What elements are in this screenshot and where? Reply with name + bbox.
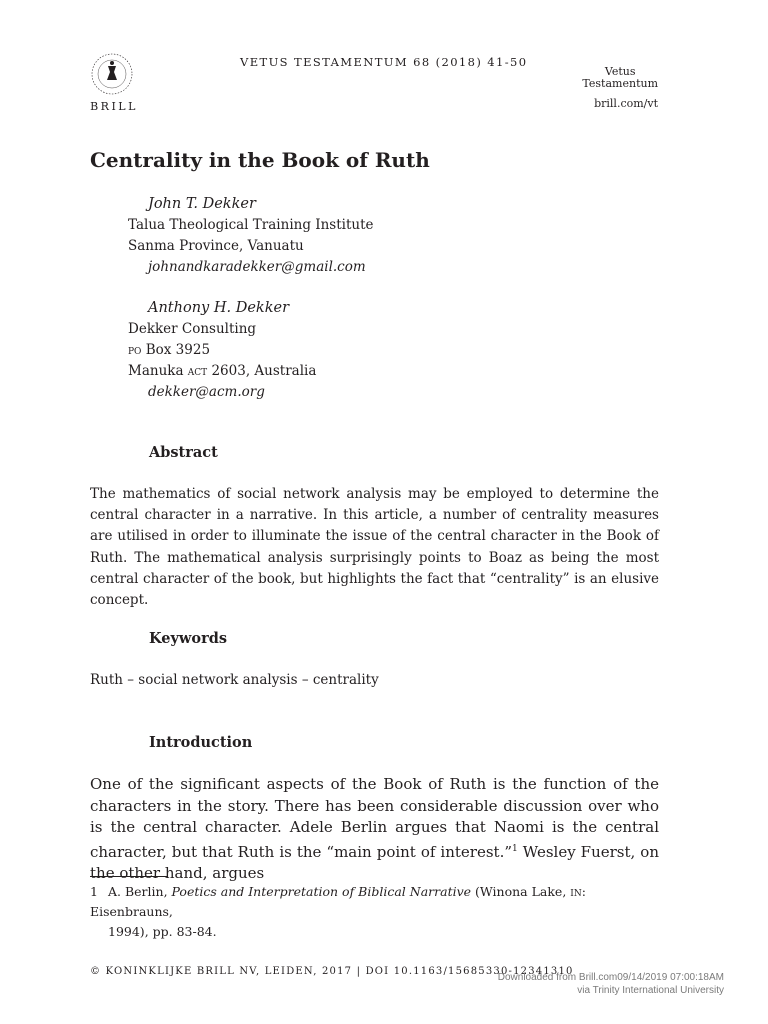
journal-side-label — [582, 66, 658, 90]
publisher-name: BRILL — [90, 100, 138, 113]
publisher-logo — [84, 50, 140, 113]
journal-url-link[interactable]: brill.com/vt — [594, 97, 658, 110]
download-line-2: via Trinity International University — [577, 985, 724, 996]
author-affiliation: Talua Theological Training Institute — [128, 217, 374, 233]
article-title: Centrality in the Book of Ruth — [90, 148, 430, 172]
author-location: Sanma Province, Vanuatu — [128, 238, 304, 254]
introduction-text — [90, 774, 659, 885]
download-line-1: Downloaded from Brill.com09/14/2019 07:00:18AM — [497, 972, 724, 983]
journal-header: VETUS TESTAMENTUM 68 (2018) 41-50 — [240, 55, 528, 69]
footnote-ref-link[interactable]: 1 — [512, 843, 518, 854]
copyright-line: © KONINKLIJKE BRILL NV, LEIDEN, 2017 | DOI 10.1163/15685330-12341310 — [90, 966, 574, 977]
intro-body: One of the significant aspects of the Book of Ruth is the function of the characters in the story. There has been considerable discussion over who is the central character. Adele Berlin argues that Naomi is the central character, but that Ruth is the “main point of interest.” — [90, 775, 659, 861]
author-po-box — [128, 340, 316, 361]
author-location — [128, 361, 316, 382]
author-email-link[interactable]: johnandkaradekker@gmail.com — [148, 259, 366, 275]
download-stamp — [498, 971, 724, 997]
footnote — [90, 882, 659, 942]
author-name: John T. Dekker — [148, 196, 256, 212]
author-email-link[interactable]: dekker@acm.org — [148, 384, 265, 400]
journal-side-line1: Vetus — [604, 65, 636, 78]
author-block-1 — [128, 194, 374, 278]
keywords-text: Ruth – social network analysis – centrality — [90, 672, 379, 688]
author-block-2 — [128, 298, 316, 403]
introduction-heading: Introduction — [149, 734, 253, 751]
footnote-continuation: 1994), pp. 83-84. — [108, 924, 217, 939]
author-name: Anthony H. Dekker — [148, 300, 289, 316]
footnote-publisher: (Winona Lake, — [471, 884, 571, 899]
keywords-heading: Keywords — [149, 630, 228, 647]
brill-seal-icon — [86, 50, 138, 96]
postcode-country: 2603, Australia — [207, 363, 317, 379]
journal-side-line2: Testamentum — [582, 77, 658, 90]
footnote-number: 1 — [90, 884, 98, 899]
footnote-book-title: Poetics and Interpretation of Biblical Narrative — [171, 884, 472, 899]
intro-body-continued: Wesley Fuerst, on the other hand, argues — [90, 842, 659, 882]
footnote-author: A. Berlin, — [108, 884, 172, 899]
po-abbrev: po — [128, 342, 142, 358]
footnote-state: in — [570, 884, 582, 899]
abstract-heading: Abstract — [149, 444, 218, 461]
footnote-publisher-end: : Eisenbrauns, — [90, 884, 586, 919]
po-number: Box 3925 — [141, 342, 211, 358]
abstract-text: The mathematics of social network analysis may be employed to determine the central character in a narrative. In this article, a number of centrality measures are utilised in order to illuminate the issue of the central character in the Book of Ruth. The mathematical analysis surprisingly points to Boaz as being the most central character of the book, but highlights the fact that “centrality” is an elusive concept. — [90, 486, 659, 609]
city-name: Manuka — [128, 363, 188, 379]
state-abbrev: act — [187, 363, 208, 379]
footnote-rule — [90, 876, 168, 877]
author-affiliation: Dekker Consulting — [128, 321, 257, 337]
footnote-line — [90, 882, 659, 922]
